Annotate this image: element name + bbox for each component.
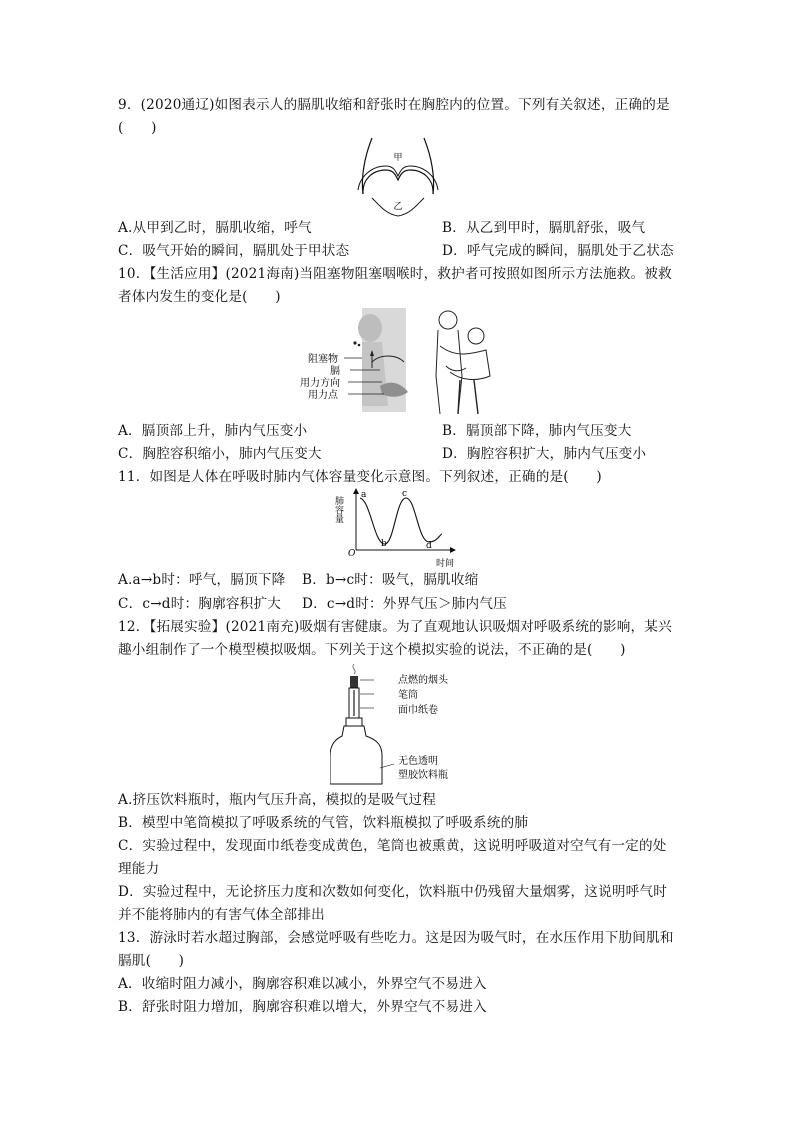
q11-stem-line-1: 11．如图是人体在呼吸时肺内气体容量变化示意图。下列叙述，正确的是( ) xyxy=(118,469,602,485)
q12-label-cigarette: 点燃的烟头 xyxy=(398,675,448,686)
q12-smoking-model-figure xyxy=(330,660,480,786)
q13-stem-line-1: 13．游泳时若水超过胸部，会感觉呼吸有些吃力。这是因为吸气时，在水压作用下肋间肌和 xyxy=(118,930,674,946)
q11-origin-label: O xyxy=(348,549,356,559)
q10-label-force-direction: 用力方向 xyxy=(300,378,340,389)
q10-label-diaphragm: 膈 xyxy=(330,366,340,377)
q11-point-d: d xyxy=(426,541,432,551)
q11-lung-volume-graph xyxy=(330,486,460,570)
q12-label-plastic-bottle: 塑胶饮料瓶 xyxy=(398,770,448,781)
q11-option-a: A.a→b时：呼气，膈顶下降 xyxy=(118,572,286,588)
q10-heimlich-figure xyxy=(300,306,496,416)
q11-x-axis-label: 时间 xyxy=(436,559,455,569)
q12-option-d-line-2: 并不能将肺内的有害气体全部排出 xyxy=(118,907,325,923)
q10-label-force-point: 用力点 xyxy=(308,390,338,401)
q9-option-a: A.从甲到乙时，膈肌收缩，呼气 xyxy=(118,220,312,236)
q10-option-c: C．胸腔容积缩小，肺内气压变大 xyxy=(118,446,322,462)
q10-stem-line-2: 者体内发生的变化是( ) xyxy=(118,289,281,305)
q11-point-b: b xyxy=(381,539,387,549)
q12-label-transparent: 无色透明 xyxy=(398,756,438,767)
q9-label-yi: 乙 xyxy=(393,202,403,212)
q12-option-d-line-1: D．实验过程中，无论挤压力度和次数如何变化，饮料瓶中仍残留大量烟雾，这说明呼气时 xyxy=(118,884,668,900)
q9-stem-line-2: ( ) xyxy=(118,120,157,136)
q9-diaphragm-figure xyxy=(350,136,446,218)
q9-stem-line-1: 9．(2020通辽)如图表示人的膈肌收缩和舒张时在胸腔内的位置。下列有关叙述，正确的是 xyxy=(118,97,670,113)
q12-label-tissue-roll: 面巾纸卷 xyxy=(398,705,438,716)
q11-y-axis-label: 肺容量 xyxy=(333,496,343,523)
q12-stem-line-1: 12．【拓展实验】(2021南充)吸烟有害健康。为了直观地认识吸烟对呼吸系统的影响，某兴 xyxy=(118,619,672,635)
q13-stem-line-2: 膈肌( ) xyxy=(118,953,185,969)
q11-point-c: c xyxy=(402,489,408,499)
q11-option-d: D．c→d时：外界气压＞肺内气压 xyxy=(302,596,507,612)
q12-option-c-line-1: C．实验过程中，发现面巾纸卷变成黄色，笔筒也被熏黄，这说明呼吸道对空气有一定的处 xyxy=(118,838,667,854)
q10-option-a: A．膈顶部上升，肺内气压变小 xyxy=(118,423,308,439)
q10-stem-line-1: 10．【生活应用】(2021海南)当阻塞物阻塞咽喉时，救护者可按照如图所示方法施救。被救 xyxy=(118,266,672,282)
q12-option-a: A.挤压饮料瓶时，瓶内气压升高，模拟的是吸气过程 xyxy=(118,792,436,808)
q11-point-a: a xyxy=(361,490,367,500)
q9-option-b: B．从乙到甲时，膈肌舒张，吸气 xyxy=(442,220,646,236)
q11-option-c: C．c→d时：胸廓容积扩大 xyxy=(118,596,282,612)
q12-label-pen-holder: 笔筒 xyxy=(398,690,418,701)
q13-option-b: B．舒张时阻力增加，胸廓容积难以增大，外界空气不易进入 xyxy=(118,999,487,1015)
q9-option-c: C．吸气开始的瞬间，膈肌处于甲状态 xyxy=(118,243,350,259)
q10-option-d: D．胸腔容积扩大，肺内气压变小 xyxy=(442,446,647,462)
q9-option-d: D．呼气完成的瞬间，膈肌处于乙状态 xyxy=(442,243,674,259)
q13-option-a: A．收缩时阻力减小，胸廓容积难以减小，外界空气不易进入 xyxy=(118,976,487,992)
q12-option-c-line-2: 理能力 xyxy=(118,861,160,877)
q12-stem-line-2: 趣小组制作了一个模型模拟吸烟。下列关于这个模拟实验的说法，不正确的是( ) xyxy=(118,642,626,658)
q9-label-jia: 甲 xyxy=(393,153,403,163)
q10-label-obstruction: 阻塞物 xyxy=(308,354,338,365)
q10-option-b: B．膈顶部下降，肺内气压变大 xyxy=(442,423,632,439)
q12-option-b: B．模型中笔筒模拟了呼吸系统的气管，饮料瓶模拟了呼吸系统的肺 xyxy=(118,815,529,831)
q11-option-b: B．b→c时：吸气，膈肌收缩 xyxy=(302,572,479,588)
